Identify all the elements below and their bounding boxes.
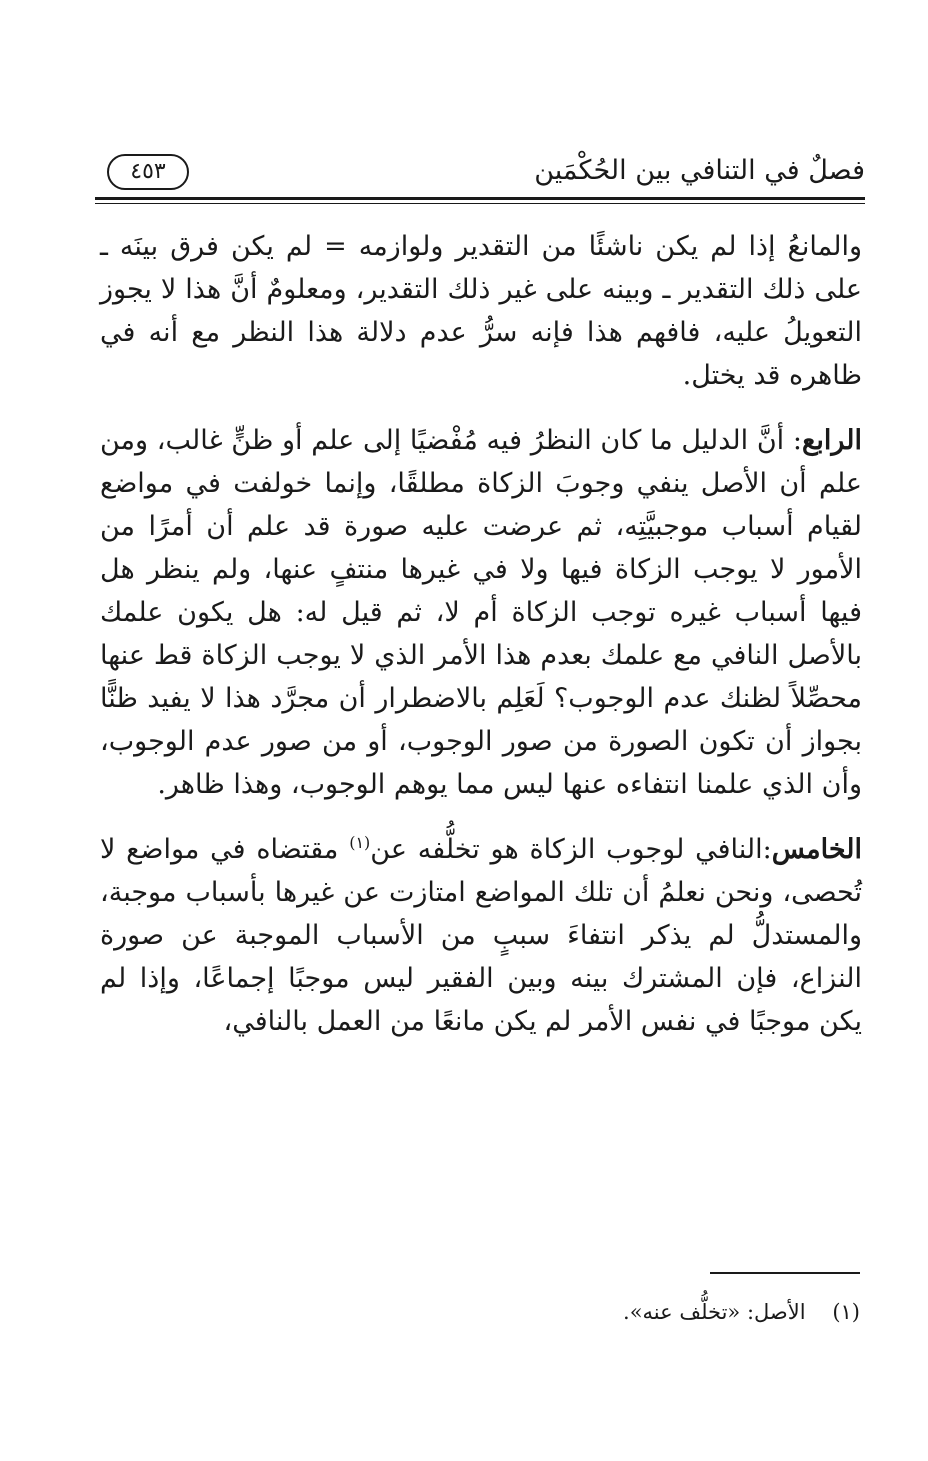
- page-number: ٤٥٣: [107, 154, 189, 190]
- paragraph-text-before-ref: :النافي لوجوب الزكاة هو تخلُّفه عن: [370, 834, 772, 865]
- running-header: [95, 150, 865, 198]
- header-rule-thin: [95, 203, 865, 204]
- footnote-reference[interactable]: (١): [349, 833, 371, 852]
- chapter-title: فصلٌ في التنافي بين الحُكْمَين: [534, 155, 865, 186]
- paragraph-text: : أنَّ الدليل ما كان النظرُ فيه مُفْضيًا إلى علم أو ظنٍّ غالب، ومن علم أن الأصل ينفي وجوبَ الزكاة مطلقًا، وإنما خولفت في مواضع لقيام أسباب موجبيَّتِه، ثم عرضت عليه صورة قد علم أن أمرًا من الأمور لا يوجب الزكاة فيها ولا في غيرها منتفٍ عنها، ولم ينظر هل فيها أسباب غيره توجب الزكاة أم لا، ثم قيل له: هل يكون علمك بالأصل النافي مع علمك بعدم هذا الأمر الذي لا يوجب الزكاة قط عنها محصِّلاً لظنك عدم الوجوب؟ لَعَلِم بالاضطرار أن مجرَّد هذا لا يفيد ظنًّا بجواز أن تكون الصورة من صور الوجوب، أو من صور عدم الوجوب، وأن الذي علمنا انتفاءه عنها ليس مما يوهم الوجوب، وهذا ظاهر.: [100, 425, 862, 800]
- paragraph-text: والمانعُ إذا لم يكن ناشئًا من التقدير ولوازمه = لم يكن فرق بينَه ـ على ذلك التقدير ـ وبينه على غير ذلك التقدير، ومعلومٌ أنَّ هذا لا يجوز التعويلُ عليه، فافهم هذا فإنه سرُّ عدم دلالة هذا النظر مع أنه في ظاهره قد يختل.: [100, 231, 862, 391]
- footnote: [623, 1298, 860, 1326]
- paragraph-text: مقتضاه في مواضع لا تُحصى، ونحن نعلمُ أن تلك المواضع امتازت عن غيرها بأسباب موجبة، والمستدلُّ لم يذكر انتفاءَ سببٍ من الأسباب الموجبة عن صورة النزاع، فإن المشترك بينه وبين الفقير ليس موجبًا إجماعًا، وإذا لم يكن موجبًا في نفس الأمر لم يكن مانعًا من العمل بالنافي،: [100, 834, 862, 1037]
- paragraph-lead: الرابع: [801, 425, 862, 456]
- header-rule: [95, 197, 865, 200]
- footnote-mark: (١): [832, 1300, 860, 1324]
- main-text: [100, 225, 862, 1065]
- paragraph-3: [100, 828, 862, 1043]
- paragraph-1: [100, 225, 862, 397]
- paragraph-lead: الخامس: [771, 834, 862, 865]
- footnote-text: الأصل: «تخلُّف عنه».: [623, 1300, 806, 1324]
- footnote-separator: [710, 1272, 860, 1274]
- paragraph-2: [100, 419, 862, 806]
